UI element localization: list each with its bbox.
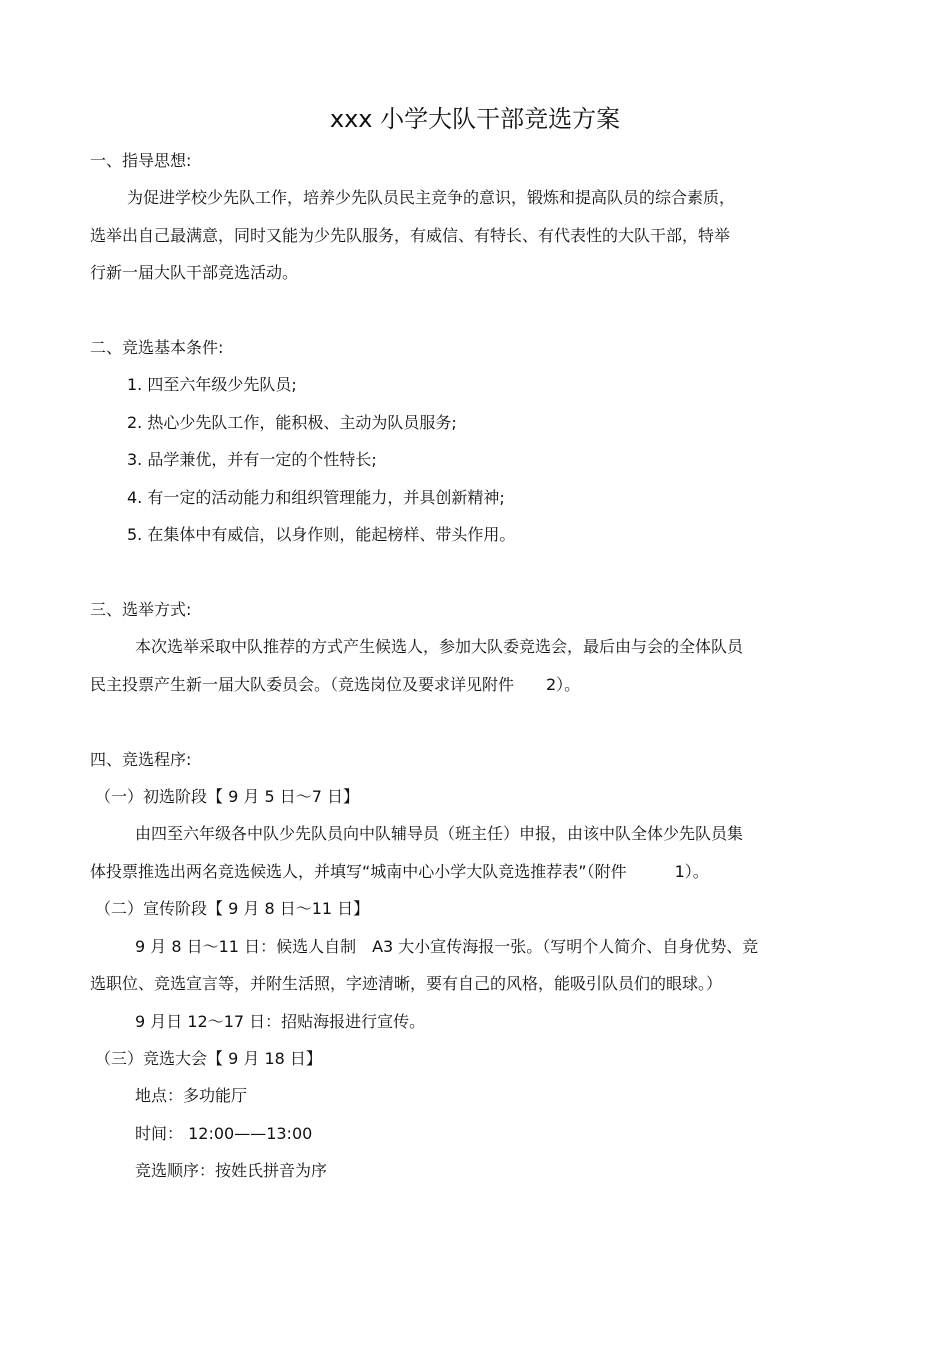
stage3-location: 地点：多功能厅: [135, 1086, 248, 1105]
section1-heading: 一、指导思想:: [90, 151, 192, 170]
stage1-paragraph-line: 体投票推选出两名竞选候选人，并填写“城南中心小学大队竞选推荐表”（附件 1）。: [90, 862, 709, 881]
stage2-heading: （二）宣传阶段【 9 月 8 日～11 日】: [95, 899, 370, 918]
stage2-paragraph-line: 选职位、竞选宣言等，并附生活照，字迹清晰，要有自己的风格，能吸引队员们的眼球。）: [90, 974, 723, 993]
condition-item: 2. 热心少先队工作，能积极、主动为队员服务;: [127, 413, 457, 432]
stage3-heading: （三）竞选大会【 9 月 18 日】: [95, 1049, 322, 1068]
stage1-paragraph-line: 由四至六年级各中队少先队员向中队辅导员（班主任）申报，由该中队全体少先队员集: [135, 824, 744, 843]
condition-item: 3. 品学兼优，并有一定的个性特长;: [127, 450, 377, 469]
stage3-time: 时间： 12:00——13:00: [135, 1124, 313, 1143]
stage1-heading: （一）初选阶段【 9 月 5 日～7 日】: [95, 787, 359, 806]
stage2-paragraph-line: 9 月日 12～17 日：招贴海报进行宣传。: [135, 1012, 426, 1031]
section3-paragraph-line: 民主投票产生新一届大队委员会。（竞选岗位及要求详见附件 2）。: [90, 675, 581, 694]
section3-paragraph-line: 本次选举采取中队推荐的方式产生候选人，参加大队委竞选会，最后由与会的全体队员: [135, 637, 744, 656]
section1-paragraph-line: 为促进学校少先队工作，培养少先队员民主竞争的意识，锻炼和提高队员的综合素质，: [127, 188, 736, 207]
section2-heading: 二、竞选基本条件:: [90, 338, 224, 357]
stage3-order: 竞选顺序：按姓氏拼音为序: [135, 1161, 328, 1180]
condition-item: 4. 有一定的活动能力和组织管理能力，并具创新精神;: [127, 488, 505, 507]
section4-heading: 四、竞选程序:: [90, 750, 192, 769]
document-title: xxx 小学大队干部竞选方案: [329, 105, 621, 133]
section1-paragraph-line: 行新一届大队干部竞选活动。: [90, 263, 299, 282]
condition-item: 1. 四至六年级少先队员;: [127, 375, 297, 394]
stage2-paragraph-line: 9 月 8 日～11 日：候选人自制 A3 大小宣传海报一张。（写明个人简介、自身优势、竞: [135, 937, 759, 956]
section1-paragraph-line: 选举出自己最满意，同时又能为少先队服务，有威信、有特长、有代表性的大队干部，特举: [90, 226, 731, 245]
section3-heading: 三、选举方式:: [90, 600, 192, 619]
condition-item: 5. 在集体中有威信，以身作则，能起榜样、带头作用。: [127, 525, 516, 544]
